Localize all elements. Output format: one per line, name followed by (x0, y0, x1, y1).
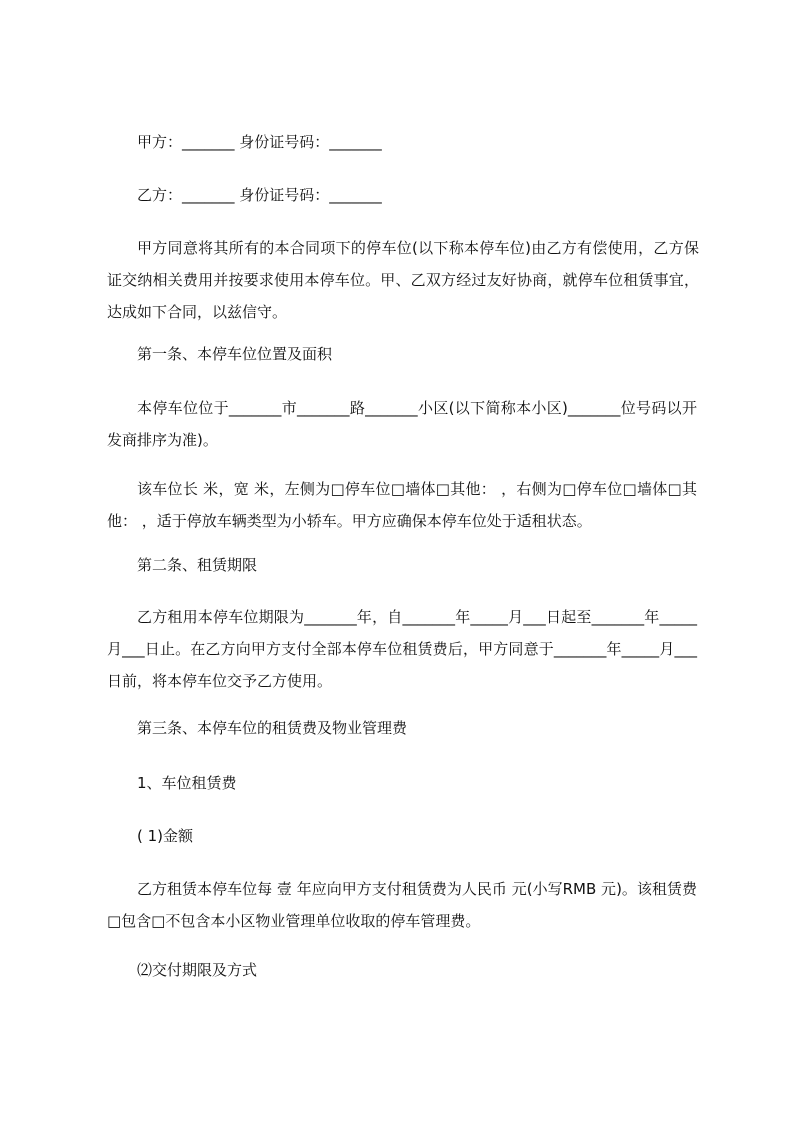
party-b-line: 乙方：_______ 身份证号码：_______ (137, 186, 382, 204)
article3-title: 第三条、本停车位的租赁费及物业管理费 (137, 719, 408, 737)
item1-sub1-title: ( 1)金额 (137, 827, 194, 845)
article1-location-paragraph: 本停车位位于_______市_______路_______小区(以下简称本小区)_______位号码以开发商排序为准)。 (107, 399, 697, 449)
item1-amount-paragraph: 乙方租赁本停车位每 壹 年应向甲方支付租赁费为人民币 元(小写RMB 元)。该租赁费□包含□不包含本小区物业管理单位收取的停车管理费。 (107, 880, 697, 930)
item1-title: 1、车位租赁费 (137, 774, 237, 792)
article2-term-paragraph: 乙方租用本停车位期限为_______年，自_______年_____月___日起至_______年_____月___日止。在乙方向甲方支付全部本停车位租赁费后，甲方同意于_______年_____月___日前，将本停车位交予乙方使用。 (107, 608, 697, 690)
item1-sub2-title: ⑵交付期限及方式 (137, 961, 258, 979)
article1-title: 第一条、本停车位位置及面积 (137, 345, 333, 363)
article1-size-paragraph: 该车位长 米，宽 米，左侧为□停车位□墙体□其他： ，右侧为□停车位□墙体□其他： ，适于停放车辆类型为小轿车。甲方应确保本停车位处于适租状态。 (107, 480, 697, 530)
party-a-line: 甲方：_______ 身份证号码：_______ (137, 133, 382, 151)
article2-title: 第二条、租赁期限 (137, 556, 258, 574)
intro-paragraph: 甲方同意将其所有的本合同项下的停车位(以下称本停车位)由乙方有偿使用，乙方保证交纳相关费用并按要求使用本停车位。甲、乙双方经过友好协商，就停车位租赁事宜，达成如下合同，以兹信守。 (107, 239, 699, 321)
